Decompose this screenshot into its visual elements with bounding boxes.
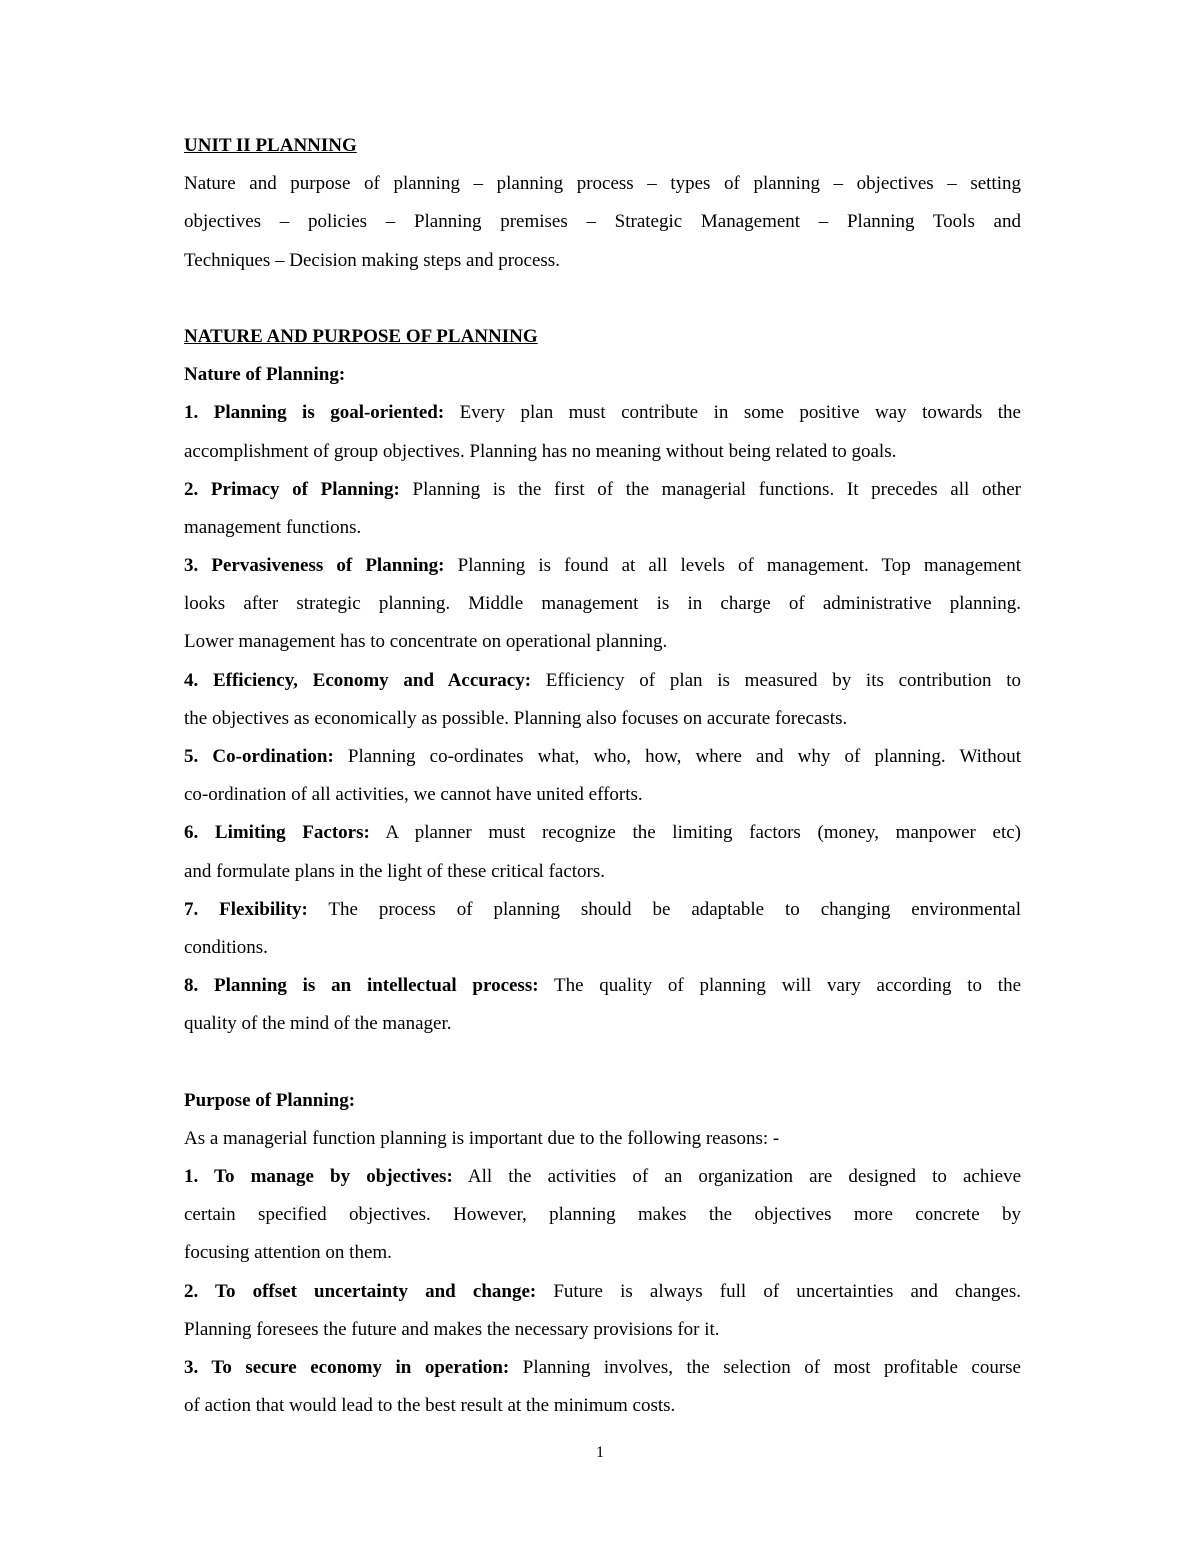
purpose-intro: As a managerial function planning is important due to the following reasons: - bbox=[184, 1127, 780, 1149]
nature-item-4-line-1 bbox=[184, 662, 1021, 700]
purpose-item-text: Planning involves, the selection of most profitable course bbox=[509, 1357, 1021, 1378]
purpose-item-label: 2. To offset uncertainty and change: bbox=[184, 1280, 537, 1302]
nature-item-3-line-1 bbox=[184, 547, 1021, 585]
nature-item-text: Planning is found at all levels of management. Top management bbox=[444, 555, 1021, 577]
nature-heading-text: Nature of Planning: bbox=[184, 364, 346, 386]
nature-item-label: 1. Planning is goal-oriented: bbox=[184, 402, 445, 424]
nature-item-label: 6. Limiting Factors: bbox=[184, 822, 370, 844]
purpose-heading-text: Purpose of Planning: bbox=[184, 1089, 356, 1111]
nature-item-text: A planner must recognize the limiting factors (money, manpower etc) bbox=[369, 822, 1021, 844]
nature-item-label: 8. Planning is an intellectual process: bbox=[184, 975, 539, 997]
nature-item-text: Planning is the first of the managerial functions. It precedes all other bbox=[399, 478, 1021, 500]
nature-heading bbox=[184, 356, 1021, 394]
nature-item-8-line-1 bbox=[184, 967, 1021, 1005]
syllabus-line: objectives – policies – Planning premises – Strategic Management – Planning Tools and bbox=[184, 211, 1021, 233]
nature-item-6-line-1 bbox=[184, 814, 1021, 852]
nature-item-label: 5. Co-ordination: bbox=[184, 746, 334, 767]
purpose-item-text: certain specified objectives. However, planning makes the objectives more concrete by bbox=[184, 1204, 1021, 1226]
section-heading: NATURE AND PURPOSE OF PLANNING bbox=[184, 325, 538, 347]
purpose-item-text: Planning foresees the future and makes the necessary provisions for it. bbox=[184, 1318, 720, 1340]
nature-item-2-line-1 bbox=[184, 471, 1021, 509]
syllabus-line: Techniques – Decision making steps and process. bbox=[184, 249, 560, 271]
nature-item-5-line-1 bbox=[184, 738, 1021, 776]
nature-item-label: 4. Efficiency, Economy and Accuracy: bbox=[184, 669, 532, 691]
nature-item-text: co-ordination of all activities, we cannot have united efforts. bbox=[184, 784, 643, 806]
nature-item-text: The process of planning should be adaptable to changing environmental bbox=[307, 898, 1022, 920]
purpose-item-label: 3. To secure economy in operation: bbox=[184, 1357, 510, 1378]
nature-item-text: Efficiency of plan is measured by its contribution to bbox=[531, 669, 1021, 691]
nature-item-text: management functions. bbox=[184, 516, 362, 538]
purpose-item-text: All the activities of an organization are designed to achieve bbox=[452, 1166, 1022, 1188]
page-number: 1 bbox=[596, 1444, 604, 1461]
purpose-item-text: of action that would lead to the best result at the minimum costs. bbox=[184, 1395, 676, 1417]
spacer bbox=[184, 280, 1021, 318]
unit-heading: UNIT II PLANNING bbox=[184, 135, 357, 156]
spacer bbox=[184, 1044, 1021, 1082]
nature-item-text: conditions. bbox=[184, 936, 268, 958]
purpose-heading bbox=[184, 1082, 1021, 1120]
purpose-item-3-line-1 bbox=[184, 1349, 1021, 1387]
nature-item-text: and formulate plans in the light of these critical factors. bbox=[184, 860, 606, 882]
nature-item-label: 3. Pervasiveness of Planning: bbox=[184, 555, 445, 577]
syllabus-line: Nature and purpose of planning – planning process – types of planning – objectives – setting bbox=[184, 173, 1021, 195]
nature-item-text: Every plan must contribute in some positive way towards the bbox=[444, 402, 1021, 424]
purpose-item-1-line-1 bbox=[184, 1158, 1021, 1196]
nature-item-7-line-1 bbox=[184, 891, 1021, 929]
purpose-item-text: focusing attention on them. bbox=[184, 1242, 392, 1264]
nature-item-label: 2. Primacy of Planning: bbox=[184, 478, 400, 500]
nature-item-text: The quality of planning will vary according to the bbox=[538, 975, 1022, 997]
purpose-item-label: 1. To manage by objectives: bbox=[184, 1166, 453, 1188]
nature-item-text: looks after strategic planning. Middle management is in charge of administrative planning. bbox=[184, 593, 1021, 615]
purpose-item-2-line-1 bbox=[184, 1273, 1021, 1311]
nature-item-text: Lower management has to concentrate on operational planning. bbox=[184, 631, 668, 653]
nature-item-text: the objectives as economically as possible. Planning also focuses on accurate forecasts. bbox=[184, 707, 848, 729]
nature-item-text: quality of the mind of the manager. bbox=[184, 1013, 452, 1035]
purpose-item-text: Future is always full of uncertainties and changes. bbox=[536, 1280, 1021, 1302]
nature-item-text: Planning co-ordinates what, who, how, where and why of planning. Without bbox=[333, 746, 1021, 767]
document-page bbox=[184, 127, 1021, 1425]
nature-item-text: accomplishment of group objectives. Planning has no meaning without being related to goals. bbox=[184, 440, 897, 462]
nature-item-1-line-1 bbox=[184, 394, 1021, 432]
nature-item-label: 7. Flexibility: bbox=[184, 898, 308, 920]
